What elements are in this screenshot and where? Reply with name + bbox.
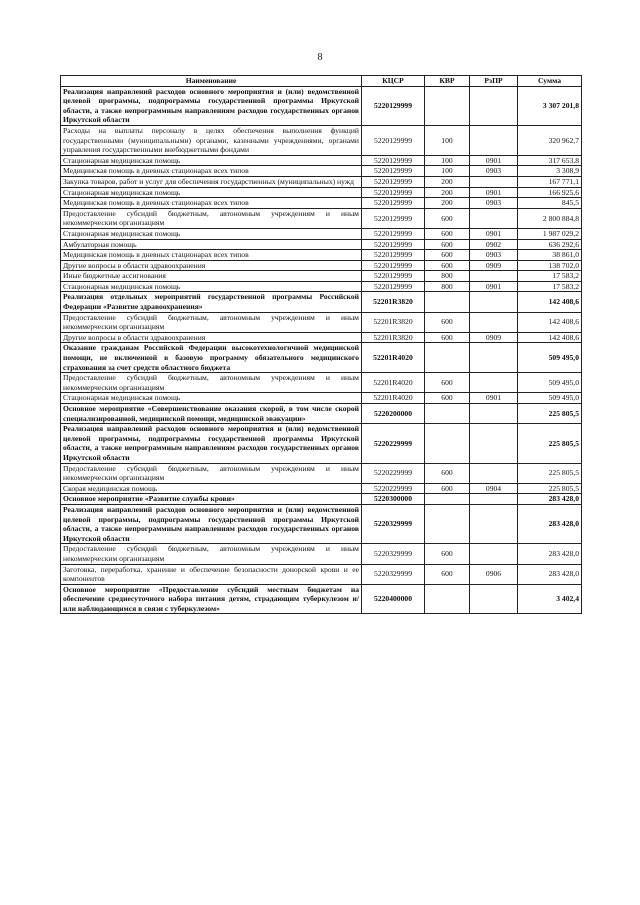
table-row: [61, 187, 582, 198]
header-name: Наименование: [61, 76, 362, 87]
cell-kvr: [425, 494, 470, 505]
table-row: [61, 343, 582, 373]
cell-name: Медицинская помощь в дневных стационарах всех типов: [61, 250, 362, 261]
table-row: [61, 504, 582, 543]
cell-sum: 3 308,9: [518, 166, 582, 177]
cell-kvr: [425, 292, 470, 312]
cell-sum: 225 805,5: [518, 483, 582, 494]
cell-rzpr: 0909: [470, 260, 518, 271]
cell-name: Предоставление субсидий бюджетным, автономным учреждениям и иным некоммерческим организациям: [61, 312, 362, 332]
table-row: [61, 564, 582, 584]
cell-name: Оказание гражданам Российской Федерации высокотехнологичной медицинской помощи, не включенной в базовую программу обязательного медицинского страхования за счет средств областного бюджета: [61, 343, 362, 373]
table-row: [61, 260, 582, 271]
cell-kcsr: 5220129999: [362, 86, 425, 125]
cell-sum: 283 428,0: [518, 544, 582, 564]
cell-name: Предоставление субсидий бюджетным, автономным учреждениям и иным некоммерческим организациям: [61, 463, 362, 483]
cell-rzpr: 0901: [470, 393, 518, 404]
cell-kcsr: 5220129999: [362, 125, 425, 155]
cell-rzpr: [470, 292, 518, 312]
cell-kvr: 600: [425, 463, 470, 483]
cell-kcsr: 5220129999: [362, 208, 425, 228]
cell-sum: 283 428,0: [518, 564, 582, 584]
cell-name: Закупка товаров, работ и услуг для обеспечения государственных (муниципальных) нужд: [61, 176, 362, 187]
table-row: [61, 125, 582, 155]
cell-sum: 509 495,0: [518, 343, 582, 373]
cell-name: Другие вопросы в области здравоохранения: [61, 260, 362, 271]
cell-rzpr: [470, 424, 518, 463]
cell-sum: 317 653,8: [518, 155, 582, 166]
cell-name: Стационарная медицинская помощь: [61, 393, 362, 404]
table-row: [61, 424, 582, 463]
table-row: [61, 373, 582, 393]
cell-sum: 225 805,5: [518, 404, 582, 424]
cell-kvr: 600: [425, 393, 470, 404]
cell-name: Реализация отдельных мероприятий государственной программы Российской Федерации «Развитие здравоохранения»: [61, 292, 362, 312]
cell-sum: 2 800 884,8: [518, 208, 582, 228]
cell-name: Другие вопросы в области здравоохранения: [61, 332, 362, 343]
cell-kcsr: 5220229999: [362, 424, 425, 463]
cell-name: Реализация направлений расходов основного мероприятия и (или) ведомственной целевой программы, подпрограммы государственной программы Иркутской области, а также непрограммным направлениям расходов государственных органов Иркутской области: [61, 504, 362, 543]
table-row: [61, 198, 582, 209]
cell-sum: 509 495,0: [518, 393, 582, 404]
table-row: [61, 155, 582, 166]
cell-name: Амбулаторная помощь: [61, 239, 362, 250]
cell-kvr: 600: [425, 239, 470, 250]
cell-kvr: 200: [425, 198, 470, 209]
page-number: 8: [317, 52, 323, 63]
cell-kvr: 600: [425, 208, 470, 228]
cell-kcsr: 5220229999: [362, 483, 425, 494]
cell-kcsr: 52201R4020: [362, 393, 425, 404]
cell-rzpr: [470, 176, 518, 187]
cell-kvr: [425, 86, 470, 125]
cell-kcsr: 5220129999: [362, 187, 425, 198]
cell-name: Стационарная медицинская помощь: [61, 155, 362, 166]
table-row: [61, 271, 582, 282]
cell-sum: 17 583,2: [518, 281, 582, 292]
cell-rzpr: [470, 343, 518, 373]
cell-kcsr: 5220129999: [362, 166, 425, 177]
cell-rzpr: 0903: [470, 198, 518, 209]
cell-rzpr: [470, 584, 518, 614]
header-kcsr: КЦСР: [362, 76, 425, 87]
cell-kcsr: 5220129999: [362, 250, 425, 261]
cell-kvr: 600: [425, 250, 470, 261]
cell-kcsr: 5220129999: [362, 271, 425, 282]
cell-sum: 3 307 201,8: [518, 86, 582, 125]
cell-name: Основное мероприятие «Совершенствование оказания скорой, в том числе скорой специализированной, медицинской помощи, медицинской эвакуации»: [61, 404, 362, 424]
cell-name: Медицинская помощь в дневных стационарах всех типов: [61, 166, 362, 177]
cell-kcsr: 5220129999: [362, 176, 425, 187]
cell-sum: 167 771,1: [518, 176, 582, 187]
cell-sum: 38 861,0: [518, 250, 582, 261]
cell-kcsr: 52201R3820: [362, 292, 425, 312]
cell-kvr: 600: [425, 332, 470, 343]
header-kvr: КВР: [425, 76, 470, 87]
cell-name: Скорая медицинская помощь: [61, 483, 362, 494]
cell-sum: 225 805,5: [518, 463, 582, 483]
cell-rzpr: 0903: [470, 250, 518, 261]
cell-rzpr: 0901: [470, 281, 518, 292]
cell-kvr: 800: [425, 281, 470, 292]
cell-rzpr: [470, 494, 518, 505]
cell-kcsr: 52201R4020: [362, 343, 425, 373]
cell-rzpr: 0906: [470, 564, 518, 584]
cell-name: Реализация направлений расходов основного мероприятия и (или) ведомственной целевой программы, подпрограммы государственной программы Иркутской области, а также непрограммным направлениям расходов государственных органов Иркутской области: [61, 424, 362, 463]
cell-kvr: 600: [425, 544, 470, 564]
cell-name: Предоставление субсидий бюджетным, автономным учреждениям и иным некоммерческим организациям: [61, 208, 362, 228]
cell-kcsr: 5220129999: [362, 228, 425, 239]
cell-kvr: 100: [425, 166, 470, 177]
cell-sum: 142 408,6: [518, 312, 582, 332]
cell-kcsr: 5220400000: [362, 584, 425, 614]
cell-rzpr: 0901: [470, 155, 518, 166]
table-row: [61, 483, 582, 494]
cell-rzpr: [470, 86, 518, 125]
cell-kcsr: 5220329999: [362, 504, 425, 543]
cell-name: Основное мероприятие «Развитие службы крови»: [61, 494, 362, 505]
cell-kcsr: 5220329999: [362, 564, 425, 584]
cell-rzpr: 0909: [470, 332, 518, 343]
table-row: [61, 250, 582, 261]
table-row: [61, 228, 582, 239]
table-row: [61, 281, 582, 292]
cell-name: Иные бюджетные ассигнования: [61, 271, 362, 282]
cell-rzpr: [470, 544, 518, 564]
cell-kvr: 600: [425, 260, 470, 271]
cell-name: Стационарная медицинская помощь: [61, 187, 362, 198]
cell-kvr: [425, 504, 470, 543]
cell-rzpr: 0901: [470, 187, 518, 198]
budget-table: [60, 75, 582, 614]
cell-kcsr: 5220129999: [362, 239, 425, 250]
table-row: [61, 292, 582, 312]
table-row: [61, 176, 582, 187]
cell-kvr: [425, 424, 470, 463]
cell-sum: 142 408,6: [518, 292, 582, 312]
cell-name: Заготовка, переработка, хранение и обеспечение безопасности донорской крови и ее компонентов: [61, 564, 362, 584]
cell-sum: 283 428,0: [518, 504, 582, 543]
table-row: [61, 332, 582, 343]
cell-kvr: 600: [425, 564, 470, 584]
cell-rzpr: [470, 404, 518, 424]
cell-kcsr: 52201R3820: [362, 312, 425, 332]
cell-sum: 320 962,7: [518, 125, 582, 155]
cell-kvr: 600: [425, 228, 470, 239]
table-header-row: [61, 76, 582, 87]
cell-name: Стационарная медицинская помощь: [61, 281, 362, 292]
header-sum: Сумма: [518, 76, 582, 87]
cell-name: Реализация направлений расходов основного мероприятия и (или) ведомственной целевой программы, подпрограммы государственной программы Иркутской области, а также непрограммным направлениям расходов государственных органов Иркутской области: [61, 86, 362, 125]
cell-kvr: 200: [425, 187, 470, 198]
cell-name: Основное мероприятие «Предоставление субсидий местным бюджетам на обеспечение среднесуточного набора питания детям, страдающим туберкулезом и/или наблюдающимся в связи с туберкулезом»: [61, 584, 362, 614]
cell-kcsr: 5220129999: [362, 260, 425, 271]
cell-rzpr: [470, 208, 518, 228]
cell-kvr: 100: [425, 125, 470, 155]
cell-sum: 1 987 029,2: [518, 228, 582, 239]
cell-rzpr: [470, 463, 518, 483]
cell-sum: 225 805,5: [518, 424, 582, 463]
table-row: [61, 312, 582, 332]
cell-rzpr: [470, 504, 518, 543]
cell-rzpr: 0901: [470, 228, 518, 239]
cell-sum: 166 925,6: [518, 187, 582, 198]
cell-kvr: 600: [425, 483, 470, 494]
table-row: [61, 463, 582, 483]
cell-rzpr: [470, 312, 518, 332]
cell-sum: 17 583,2: [518, 271, 582, 282]
table-body: [61, 86, 582, 614]
cell-sum: 138 702,0: [518, 260, 582, 271]
cell-kvr: [425, 584, 470, 614]
table-row: [61, 166, 582, 177]
cell-sum: 3 402,4: [518, 584, 582, 614]
cell-kcsr: 5220300000: [362, 494, 425, 505]
cell-name: Медицинская помощь в дневных стационарах всех типов: [61, 198, 362, 209]
cell-rzpr: [470, 373, 518, 393]
cell-kcsr: 52201R4020: [362, 373, 425, 393]
cell-rzpr: 0904: [470, 483, 518, 494]
cell-kcsr: 5220129999: [362, 198, 425, 209]
cell-name: Расходы на выплаты персоналу в целях обеспечения выполнения функций государственными (муниципальными) органами, казенными учреждениями, органами управления государственными внебюджетными фондами: [61, 125, 362, 155]
header-rzpr: РзПР: [470, 76, 518, 87]
table-row: [61, 544, 582, 564]
cell-name: Предоставление субсидий бюджетным, автономным учреждениям и иным некоммерческим организациям: [61, 373, 362, 393]
cell-kvr: [425, 404, 470, 424]
cell-kcsr: 5220129999: [362, 281, 425, 292]
cell-sum: 283 428,0: [518, 494, 582, 505]
table-row: [61, 404, 582, 424]
table-row: [61, 494, 582, 505]
table-row: [61, 584, 582, 614]
cell-rzpr: 0902: [470, 239, 518, 250]
cell-sum: 636 292,6: [518, 239, 582, 250]
cell-rzpr: [470, 125, 518, 155]
cell-kvr: 200: [425, 176, 470, 187]
cell-rzpr: 0903: [470, 166, 518, 177]
cell-sum: 509 495,0: [518, 373, 582, 393]
cell-kcsr: 5220229999: [362, 463, 425, 483]
table-row: [61, 393, 582, 404]
cell-kcsr: 5220129999: [362, 155, 425, 166]
cell-name: Предоставление субсидий бюджетным, автономным учреждениям и иным некоммерческим организациям: [61, 544, 362, 564]
table-row: [61, 239, 582, 250]
cell-kcsr: 5220329999: [362, 544, 425, 564]
cell-kvr: 800: [425, 271, 470, 282]
cell-kvr: 600: [425, 373, 470, 393]
cell-sum: 142 408,6: [518, 332, 582, 343]
cell-kvr: 100: [425, 155, 470, 166]
cell-rzpr: [470, 271, 518, 282]
cell-kcsr: 52201R3820: [362, 332, 425, 343]
cell-sum: 845,5: [518, 198, 582, 209]
cell-name: Стационарная медицинская помощь: [61, 228, 362, 239]
table-row: [61, 208, 582, 228]
table-row: [61, 86, 582, 125]
cell-kvr: 600: [425, 312, 470, 332]
cell-kvr: [425, 343, 470, 373]
cell-kcsr: 5220200000: [362, 404, 425, 424]
